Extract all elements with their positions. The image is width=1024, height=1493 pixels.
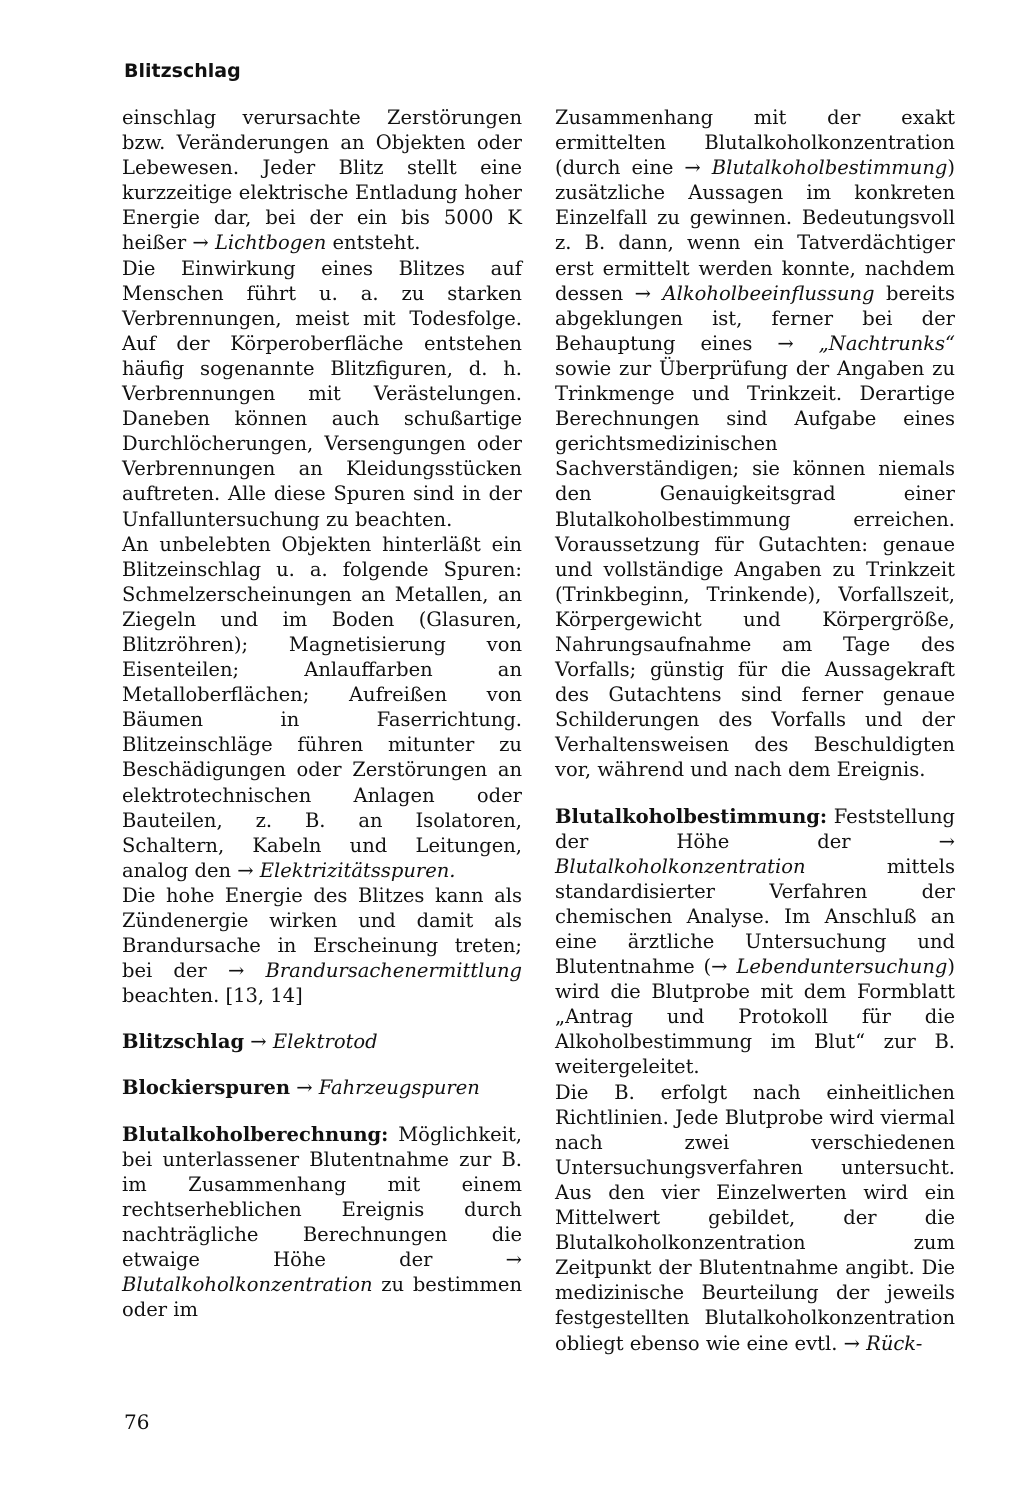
body-text: Feststellung der Höhe der → bbox=[555, 804, 955, 853]
entry-headword: Blutalkoholbestimmung: bbox=[555, 804, 828, 828]
body-text: mittels standardisierter Verfahren der chemischen Analyse. Im Anschluß an eine ärztliche Untersuchung und Blutentnahme (→ bbox=[555, 854, 955, 979]
entry-headword: Blockierspuren bbox=[122, 1076, 291, 1100]
body-text: sowie zur Überprüfung der Angaben zu Trinkmenge und Trinkzeit. Derartige Berechnungen sind Aufgabe eines gerichtsmedizinischen Sachverständigen; sie können niemals den Genauigkeitsgrad einer Blutalkoholbestimmung erreichen. Voraussetzung für Gutachten: genaue und vollständige Angaben zu Trinkzeit (Trinkbeginn, Trinkende), Vorfallszeit, Körpergewicht und Körpergröße, Nahrungsaufnahme am Tage des Vorfalls; günstig für die Aussagekraft des Gutachtens sind ferner genaue Schilderungen des Vorfalls und der Verhaltensweisen des Beschuldigten vor, während und nach dem Ereignis. bbox=[555, 356, 955, 782]
body-text: ) wird die Blutprobe mit dem Formblatt „Antrag und Protokoll für die Alkoholbestimmung im Blut“ zur B. weitergeleitet. bbox=[555, 955, 955, 1079]
body-text: beachten. [13, 14] bbox=[122, 984, 303, 1008]
body-text: entsteht. bbox=[332, 231, 421, 255]
cross-reference-link[interactable]: Blutalkoholbestimmung bbox=[711, 156, 948, 180]
body-text: bereits abgeklungen ist, ferner bei der Behauptung eines → bbox=[555, 281, 955, 355]
body-text: einschlag verursachte Zerstörungen bzw. Veränderungen an Objekten oder Lebewesen. Jeder Blitz stellt eine kurzzeitige elektrische Entladung hoher Energie dar, bei der ein bis 5000 K heißer → bbox=[122, 106, 522, 255]
entry-blutalkoholberechnung bbox=[122, 1122, 522, 1323]
body-text: Die hohe Energie des Blitzes kann als Zündenergie wirken und damit als Brandursache in Erscheinung treten; bei der → bbox=[122, 883, 522, 983]
paragraph-continuation bbox=[555, 105, 955, 783]
entry-blockierspuren bbox=[122, 1075, 522, 1100]
entry-blitzschlag bbox=[122, 1029, 522, 1054]
body-text: zu bestimmen oder im bbox=[122, 1273, 523, 1322]
cross-reference-link[interactable]: Brandursachenermittlung bbox=[265, 959, 523, 983]
body-text: An unbelebten Objekten hinterläßt ein Blitzeinschlag u. a. folgende Spuren: Schmelzerscheinungen an Metallen, an Ziegeln und im Boden (Glasuren, Blitzröhren); Magnetisierung von Eisenteilen; Anlauffarben an Metalloberflächen; Aufreißen von Bäumen in Faserrichtung. Blitzeinschläge führen mitunter zu Beschädigungen oder Zerstörungen an elektrotechnischen Anlagen oder Bauteilen, z. B. an Isolatoren, Schaltern, Kabeln und Leitungen, analog den → bbox=[122, 532, 522, 882]
body-text: ) zusätzliche Aussagen im konkreten Einzelfall zu gewinnen. Bedeutungsvoll z. B. dann, wenn ein Tatverdächtiger erst ermittelt werden konnte, nachdem dessen → bbox=[555, 156, 956, 305]
paragraph-object-traces bbox=[122, 532, 522, 883]
entry-headword: Blutalkoholberechnung: bbox=[122, 1122, 389, 1146]
cross-reference-link[interactable]: Lebenduntersuchung bbox=[736, 955, 948, 979]
page-number: 76 bbox=[124, 1410, 150, 1434]
entry-blutalkoholbestimmung bbox=[555, 804, 955, 1080]
paragraph-blitzeinschlag-effects bbox=[122, 105, 522, 256]
cross-reference-link[interactable]: „Nachtrunks“ bbox=[818, 331, 955, 355]
body-text: Zusammenhang mit der exakt ermittelten Blutalkoholkonzentration (durch eine → bbox=[555, 106, 955, 180]
cross-reference-link[interactable]: Blutalkoholkonzentration bbox=[122, 1273, 373, 1297]
paragraph-fire-cause bbox=[122, 883, 522, 1008]
cross-reference-link[interactable]: Blutalkoholkonzentration bbox=[555, 854, 806, 878]
left-column bbox=[122, 105, 522, 1322]
cross-reference-link[interactable]: Lichtbogen bbox=[214, 231, 327, 255]
arrow-icon: → bbox=[250, 1030, 267, 1054]
cross-reference-link[interactable]: Alkoholbeeinflussung bbox=[662, 281, 875, 305]
cross-reference-link[interactable]: Elektrizitätsspuren. bbox=[259, 858, 456, 882]
body-text: Möglichkeit, bei unterlassener Blutentnahme zur B. im Zusammenhang mit einem rechtserheblichen Ereignis durch nachträgliche Berechnungen die etwaige Höhe der → bbox=[122, 1122, 522, 1272]
cross-reference-link[interactable]: Fahrzeugspuren bbox=[318, 1076, 480, 1100]
cross-reference-link[interactable]: Rück- bbox=[866, 1331, 923, 1355]
running-header: Blitzschlag bbox=[124, 60, 241, 82]
right-column bbox=[555, 105, 955, 1356]
paragraph-human-effects: Die Einwirkung eines Blitzes auf Menschen führt u. a. zu starken Verbrennungen, meist mit Todesfolge. Auf der Körperoberfläche entstehen häufig sogenannte Blitzfiguren, d. h. Verbrennungen mit Verästelungen. Daneben können auch schußartige Durchlöcherungen, Versengungen oder Verbrennungen an Kleidungsstücken auftreten. Alle diese Spuren sind in der Unfalluntersuchung zu beachten. bbox=[122, 256, 522, 531]
body-text: Die B. erfolgt nach einheitlichen Richtlinien. Jede Blutprobe wird viermal nach zwei verschiedenen Untersuchungsverfahren untersucht. Aus den vier Einzelwerten wird ein Mittelwert gebildet, der die Blutalkoholkonzentration zum Zeitpunkt der Blutentnahme angibt. Die medizinische Beurteilung der jeweils festgestellten Blutalkoholkonzentration obliegt ebenso wie eine evtl. → bbox=[555, 1080, 955, 1355]
entry-headword: Blitzschlag bbox=[122, 1030, 245, 1054]
arrow-icon: → bbox=[296, 1076, 313, 1100]
paragraph-procedure bbox=[555, 1080, 955, 1356]
cross-reference-link[interactable]: Elektrotod bbox=[272, 1030, 378, 1054]
